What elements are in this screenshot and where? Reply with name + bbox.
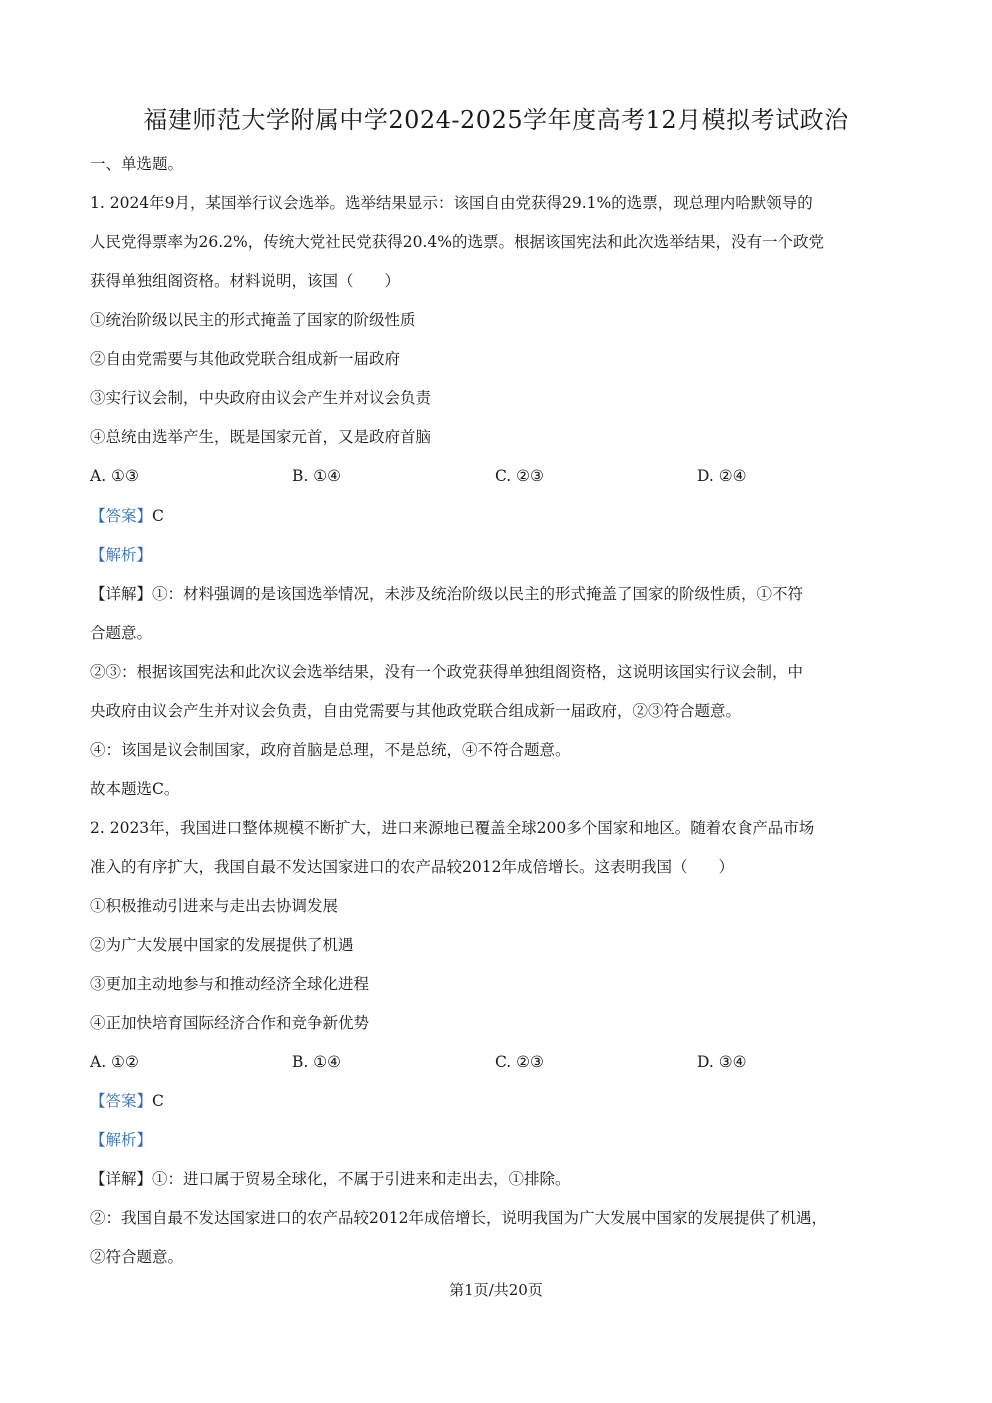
q1-detail-text-1: ①：材料强调的是该国选举情况，未涉及统治阶级以民主的形式掩盖了国家的阶级性质，①不符 — [152, 585, 804, 603]
q2-analysis-label: 【解析】 — [90, 1131, 153, 1149]
q2-stem-line-1: 2. 2023年，我国进口整体规模不断扩大，进口来源地已覆盖全球200多个国家和地区。随着农食产品市场 — [90, 819, 815, 837]
section-heading: 一、单选题。 — [90, 155, 184, 173]
q2-detail-line-3: ②符合题意。 — [90, 1248, 184, 1266]
q1-conclusion: 故本题选C。 — [90, 780, 180, 798]
q1-item-4: ④总统由选举产生，既是国家元首，又是政府首脑 — [90, 428, 432, 446]
q2-detail-label: 【详解】 — [90, 1170, 153, 1188]
q1-stem-line-2: 人民党得票率为26.2%，传统大党社民党获得20.4%的选票。根据该国宪法和此次选举结果，没有一个政党 — [90, 233, 824, 251]
q2-analysis — [90, 1129, 152, 1151]
q1-analysis-label: 【解析】 — [90, 546, 153, 564]
page-title: 福建师范大学附属中学2024-2025学年度高考12月模拟考试政治 — [143, 106, 849, 134]
q2-answer-label: 【答案】 — [90, 1092, 153, 1110]
q2-item-4: ④正加快培育国际经济合作和竞争新优势 — [90, 1014, 370, 1032]
q2-detail-line-2: ②：我国自最不发达国家进口的农产品较2012年成倍增长，说明我国为广大发展中国家的发展提供了机遇， — [90, 1209, 827, 1227]
q2-answer-value: C — [152, 1092, 164, 1110]
q2-detail-text-1: ①：进口属于贸易全球化，不属于引进来和走出去，①排除。 — [152, 1170, 571, 1188]
q1-stem-line-3: 获得单独组阁资格。材料说明，该国（ ） — [90, 272, 401, 290]
q2-detail-line-1 — [90, 1168, 571, 1190]
q1-answer-value: C — [152, 507, 164, 525]
q1-option-a: A. ①③ — [90, 467, 139, 485]
q1-detail-line-4: 央政府由议会产生并对议会负责，自由党需要与其他政党联合组成新一届政府，②③符合题意。 — [90, 702, 742, 720]
q1-option-c: C. ②③ — [495, 467, 544, 485]
q1-stem-line-1: 1. 2024年9月，某国举行议会选举。选举结果显示：该国自由党获得29.1%的选票，现总理内哈默领导的 — [90, 194, 813, 212]
page-footer: 第1页/共20页 — [449, 1281, 543, 1299]
q1-analysis — [90, 544, 152, 566]
q2-item-2: ②为广大发展中国家的发展提供了机遇 — [90, 936, 354, 954]
q1-answer-label: 【答案】 — [90, 507, 153, 525]
q1-detail-line-3: ②③：根据该国宪法和此次议会选举结果，没有一个政党获得单独组阁资格，这说明该国实行议会制，中 — [90, 663, 804, 681]
q1-answer — [90, 505, 164, 527]
q1-item-2: ②自由党需要与其他政党联合组成新一届政府 — [90, 350, 401, 368]
q1-option-b: B. ①④ — [292, 467, 342, 485]
q2-option-a: A. ①② — [90, 1053, 139, 1071]
q2-item-3: ③更加主动地参与和推动经济全球化进程 — [90, 975, 370, 993]
q1-detail-line-5: ④：该国是议会制国家，政府首脑是总理，不是总统，④不符合题意。 — [90, 741, 571, 759]
q2-answer — [90, 1090, 164, 1112]
q1-detail-line-2: 合题意。 — [90, 624, 153, 642]
q1-option-d: D. ②④ — [697, 467, 747, 485]
q1-detail-label: 【详解】 — [90, 585, 153, 603]
q1-item-1: ①统治阶级以民主的形式掩盖了国家的阶级性质 — [90, 311, 416, 329]
q2-option-b: B. ①④ — [292, 1053, 342, 1071]
q2-option-c: C. ②③ — [495, 1053, 544, 1071]
q1-detail-line-1 — [90, 583, 803, 605]
q2-stem-line-2: 准入的有序扩大，我国自最不发达国家进口的农产品较2012年成倍增长。这表明我国（ ） — [90, 858, 734, 876]
q2-option-d: D. ③④ — [697, 1053, 747, 1071]
q1-item-3: ③实行议会制，中央政府由议会产生并对议会负责 — [90, 389, 432, 407]
q2-item-1: ①积极推动引进来与走出去协调发展 — [90, 897, 339, 915]
